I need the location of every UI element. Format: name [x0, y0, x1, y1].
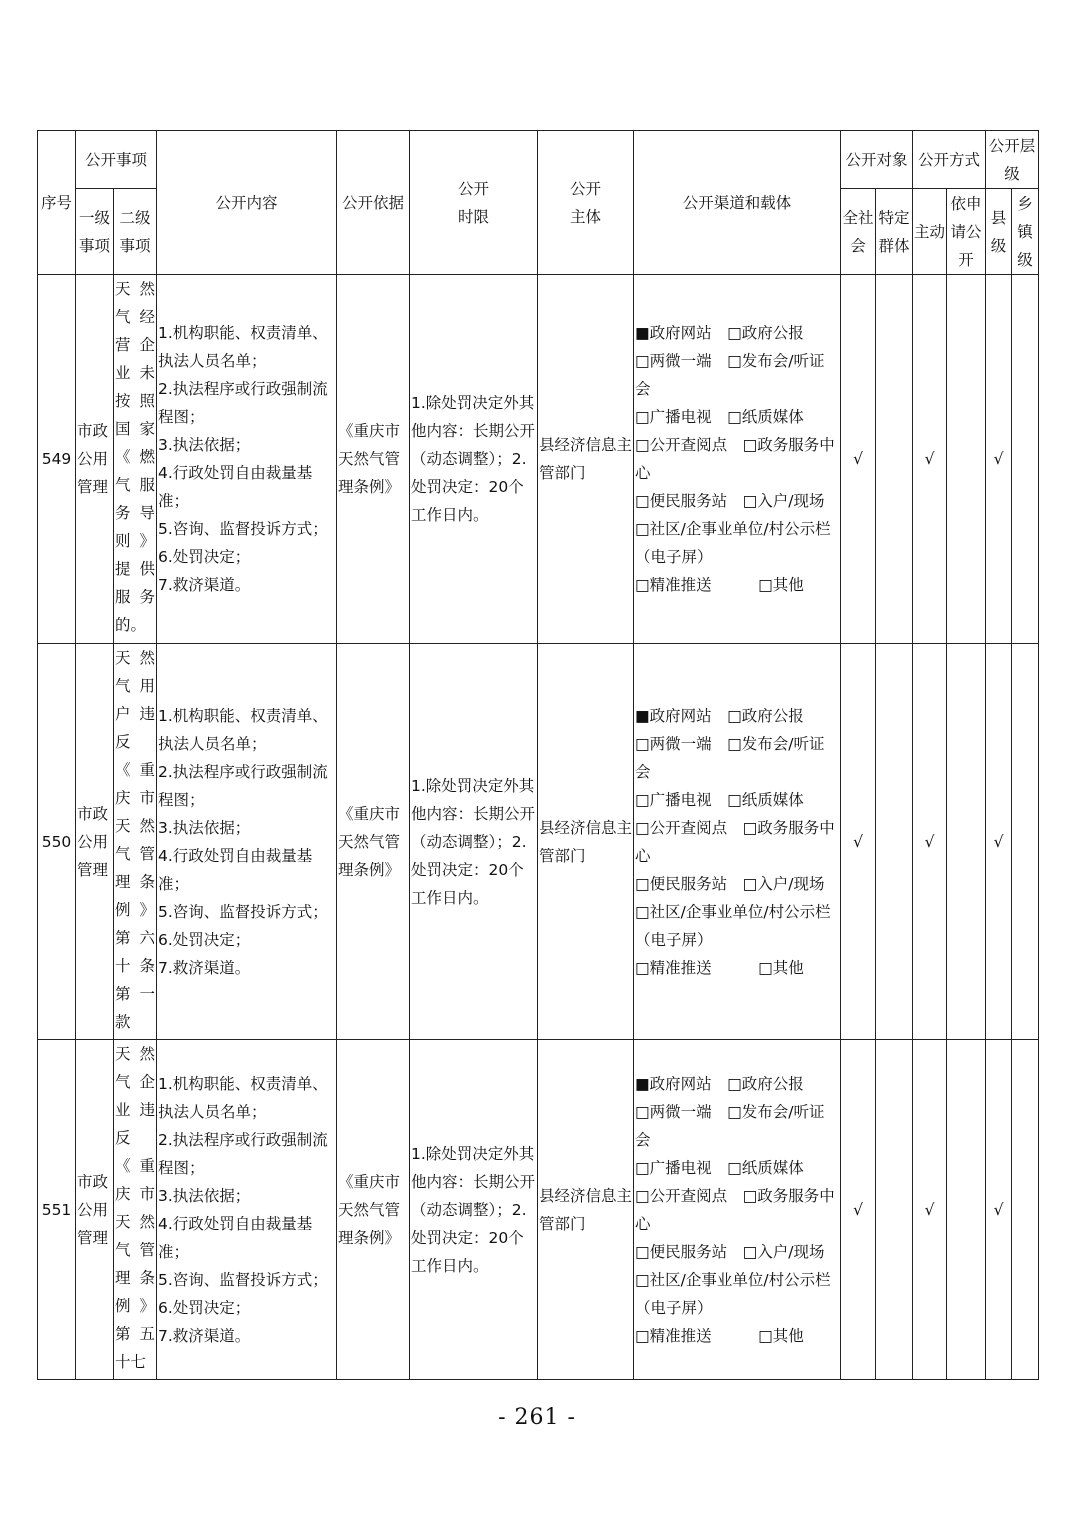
- channel-line: □广播电视 □纸质媒体: [635, 408, 804, 426]
- row-basis: 《重庆市天然气管理条例》: [337, 644, 410, 1040]
- level2-line: 按照: [115, 392, 156, 410]
- content-line: 3.执法依据；: [158, 1186, 251, 1205]
- row-level-county: √: [986, 1040, 1012, 1380]
- row-method-request: [947, 644, 986, 1040]
- channel-line: ■政府网站 □政府公报: [635, 324, 804, 342]
- content-line: 6.处罚决定；: [158, 930, 251, 949]
- content-line: 4.行政处罚自由裁量基准；: [158, 846, 313, 893]
- row-target-all: √: [841, 1040, 876, 1380]
- row-target-all: √: [841, 644, 876, 1040]
- row-level2: [114, 275, 157, 644]
- level2-line: 户违: [115, 705, 156, 723]
- level2-line: 气经: [115, 308, 156, 326]
- content-line: 4.行政处罚自由裁量基准；: [158, 1214, 313, 1261]
- level2-line: 营企: [115, 336, 156, 354]
- channel-line: □社区/企事业单位/村公示栏（电子屏）: [635, 520, 831, 566]
- level2-line: 业违: [115, 1101, 156, 1119]
- header-seq: 序号: [38, 131, 76, 275]
- row-level1: 市政公用管理: [76, 644, 114, 1040]
- level2-line: 第一: [115, 985, 156, 1003]
- row-method-active: √: [913, 275, 947, 644]
- channel-line: □精准推送 □其他: [635, 576, 804, 594]
- level2-line: 天然: [115, 1213, 156, 1231]
- channel-line: □公开查阅点 □政务服务中心: [635, 1186, 835, 1233]
- header-basis: 公开依据: [337, 131, 410, 275]
- row-channels: [634, 275, 841, 644]
- row-level-county: √: [986, 644, 1012, 1040]
- level2-line: 款: [115, 1013, 131, 1031]
- level2-line: 提供: [115, 560, 156, 578]
- channel-line: □公开查阅点 □政务服务中心: [635, 818, 835, 865]
- level2-line: 天然: [115, 1045, 156, 1063]
- level2-line: 天然: [115, 817, 156, 835]
- level2-line: 天然: [115, 280, 156, 298]
- channel-line: □广播电视 □纸质媒体: [635, 790, 804, 809]
- channel-line: □精准推送 □其他: [635, 958, 804, 977]
- header-level2: 二级事项: [114, 189, 157, 275]
- header-matter: 公开事项: [76, 131, 157, 189]
- level2-line: 服务: [115, 588, 156, 606]
- header-target: 公开对象: [841, 131, 913, 189]
- header-level-county: 县级: [986, 189, 1012, 275]
- level2-line: 例》: [115, 1297, 156, 1315]
- header-method: 公开方式: [913, 131, 986, 189]
- level2-line: 气用: [115, 677, 156, 695]
- content-line: 5.咨询、监督投诉方式；: [158, 902, 328, 921]
- level2-line: 反: [115, 733, 131, 751]
- header-level1: 一级事项: [76, 189, 114, 275]
- disclosure-table: [37, 130, 1039, 1380]
- channel-line: □便民服务站 □入户/现场: [635, 1242, 825, 1261]
- row-level2: [114, 1040, 157, 1380]
- row-content: [157, 1040, 337, 1380]
- content-line: 3.执法依据；: [158, 818, 251, 837]
- row-method-active: √: [913, 1040, 947, 1380]
- row-channels: [634, 644, 841, 1040]
- row-method-request: [947, 1040, 986, 1380]
- level2-line: 例》: [115, 901, 156, 919]
- channel-line: ■政府网站 □政府公报: [635, 1074, 804, 1093]
- level2-line: 气管: [115, 845, 156, 863]
- header-subject: 公开 主体: [538, 131, 634, 275]
- level2-line: 的。: [115, 616, 147, 634]
- header-level: 公开层级: [986, 131, 1039, 189]
- content-line: 2.执法程序或行政强制流程图；: [158, 762, 328, 809]
- level2-line: 反: [115, 1129, 131, 1147]
- content-line: 6.处罚决定；: [158, 548, 251, 566]
- row-target-specific: [876, 644, 913, 1040]
- level2-line: 天然: [115, 649, 156, 667]
- channel-line: □两微一端 □发布会/听证会: [635, 1102, 825, 1149]
- channel-line: □社区/企事业单位/村公示栏（电子屏）: [635, 1270, 831, 1317]
- row-target-specific: [876, 275, 913, 644]
- level2-line: 务导: [115, 504, 156, 522]
- level2-line: 庆市: [115, 1185, 156, 1203]
- content-line: 7.救济渠道。: [158, 958, 251, 977]
- row-seq: 549: [38, 275, 76, 644]
- level2-line: 十七: [115, 1353, 147, 1371]
- header-target-specific: 特定群体: [876, 189, 913, 275]
- channel-line: ■政府网站 □政府公报: [635, 706, 804, 725]
- row-target-specific: [876, 1040, 913, 1380]
- row-level-town: [1012, 275, 1039, 644]
- content-line: 6.处罚决定；: [158, 1298, 251, 1317]
- row-level2: [114, 644, 157, 1040]
- level2-line: 气服: [115, 476, 156, 494]
- row-subject: 县经济信息主管部门: [538, 275, 634, 644]
- level2-line: 理条: [115, 1269, 156, 1287]
- content-line: 7.救济渠道。: [158, 576, 251, 594]
- row-subject: 县经济信息主管部门: [538, 644, 634, 1040]
- row-seq: 550: [38, 644, 76, 1040]
- row-seq: 551: [38, 1040, 76, 1380]
- table-row: [38, 275, 1039, 644]
- level2-line: 庆市: [115, 789, 156, 807]
- content-line: 2.执法程序或行政强制流程图；: [158, 1130, 328, 1177]
- header-time-limit: 公开 时限: [410, 131, 538, 275]
- content-line: 1.机构职能、权责清单、执法人员名单；: [158, 706, 328, 753]
- content-line: 1.机构职能、权责清单、执法人员名单；: [158, 324, 328, 370]
- row-content: [157, 275, 337, 644]
- row-target-all: √: [841, 275, 876, 644]
- content-line: 5.咨询、监督投诉方式；: [158, 520, 328, 538]
- row-method-active: √: [913, 644, 947, 1040]
- row-level-town: [1012, 1040, 1039, 1380]
- level2-line: 《燃: [115, 448, 156, 466]
- channel-line: □社区/企事业单位/村公示栏（电子屏）: [635, 902, 831, 949]
- level2-line: 国家: [115, 420, 156, 438]
- content-line: 3.执法依据；: [158, 436, 251, 454]
- row-basis: 《重庆市天然气管理条例》: [337, 1040, 410, 1380]
- level2-line: 《重: [115, 761, 156, 779]
- table-row: [38, 644, 1039, 1040]
- content-line: 1.机构职能、权责清单、执法人员名单；: [158, 1074, 328, 1121]
- page-number: - 261 -: [498, 1405, 576, 1430]
- row-time-limit: 1.除处罚决定外其他内容：长期公开（动态调整）；2.处罚决定：20个工作日内。: [410, 644, 538, 1040]
- channel-line: □广播电视 □纸质媒体: [635, 1158, 804, 1177]
- header-channel: 公开渠道和载体: [634, 131, 841, 275]
- header-method-active: 主动: [913, 189, 947, 275]
- level2-line: 《重: [115, 1157, 156, 1175]
- level2-line: 理条: [115, 873, 156, 891]
- header-content: 公开内容: [157, 131, 337, 275]
- channel-line: □公开查阅点 □政务服务中心: [635, 436, 835, 482]
- row-subject: 县经济信息主管部门: [538, 1040, 634, 1380]
- row-time-limit: 1.除处罚决定外其他内容：长期公开（动态调整）；2.处罚决定：20个工作日内。: [410, 1040, 538, 1380]
- row-content: [157, 644, 337, 1040]
- row-level1: 市政公用管理: [76, 1040, 114, 1380]
- row-level-town: [1012, 644, 1039, 1040]
- row-channels: [634, 1040, 841, 1380]
- level2-line: 气企: [115, 1073, 156, 1091]
- level2-line: 则》: [115, 532, 156, 550]
- content-line: 2.执法程序或行政强制流程图；: [158, 380, 328, 426]
- level2-line: 第五: [115, 1325, 156, 1343]
- channel-line: □便民服务站 □入户/现场: [635, 492, 825, 510]
- table-row: [38, 1040, 1039, 1380]
- header-level-town: 乡镇级: [1012, 189, 1039, 275]
- channel-line: □精准推送 □其他: [635, 1326, 804, 1345]
- row-method-request: [947, 275, 986, 644]
- content-line: 7.救济渠道。: [158, 1326, 251, 1345]
- level2-line: 气管: [115, 1241, 156, 1259]
- row-time-limit: 1.除处罚决定外其他内容：长期公开（动态调整）；2.处罚决定：20个工作日内。: [410, 275, 538, 644]
- channel-line: □两微一端 □发布会/听证会: [635, 734, 825, 781]
- level2-line: 业未: [115, 364, 156, 382]
- row-level1: 市政公用管理: [76, 275, 114, 644]
- level2-line: 第六: [115, 929, 156, 947]
- header-target-all: 全社会: [841, 189, 876, 275]
- channel-line: □便民服务站 □入户/现场: [635, 874, 825, 893]
- row-basis: 《重庆市天然气管理条例》: [337, 275, 410, 644]
- header-method-request: 依申请公开: [947, 189, 986, 275]
- content-line: 4.行政处罚自由裁量基准；: [158, 464, 313, 510]
- channel-line: □两微一端 □发布会/听证会: [635, 352, 825, 398]
- level2-line: 十条: [115, 957, 156, 975]
- content-line: 5.咨询、监督投诉方式；: [158, 1270, 328, 1289]
- row-level-county: √: [986, 275, 1012, 644]
